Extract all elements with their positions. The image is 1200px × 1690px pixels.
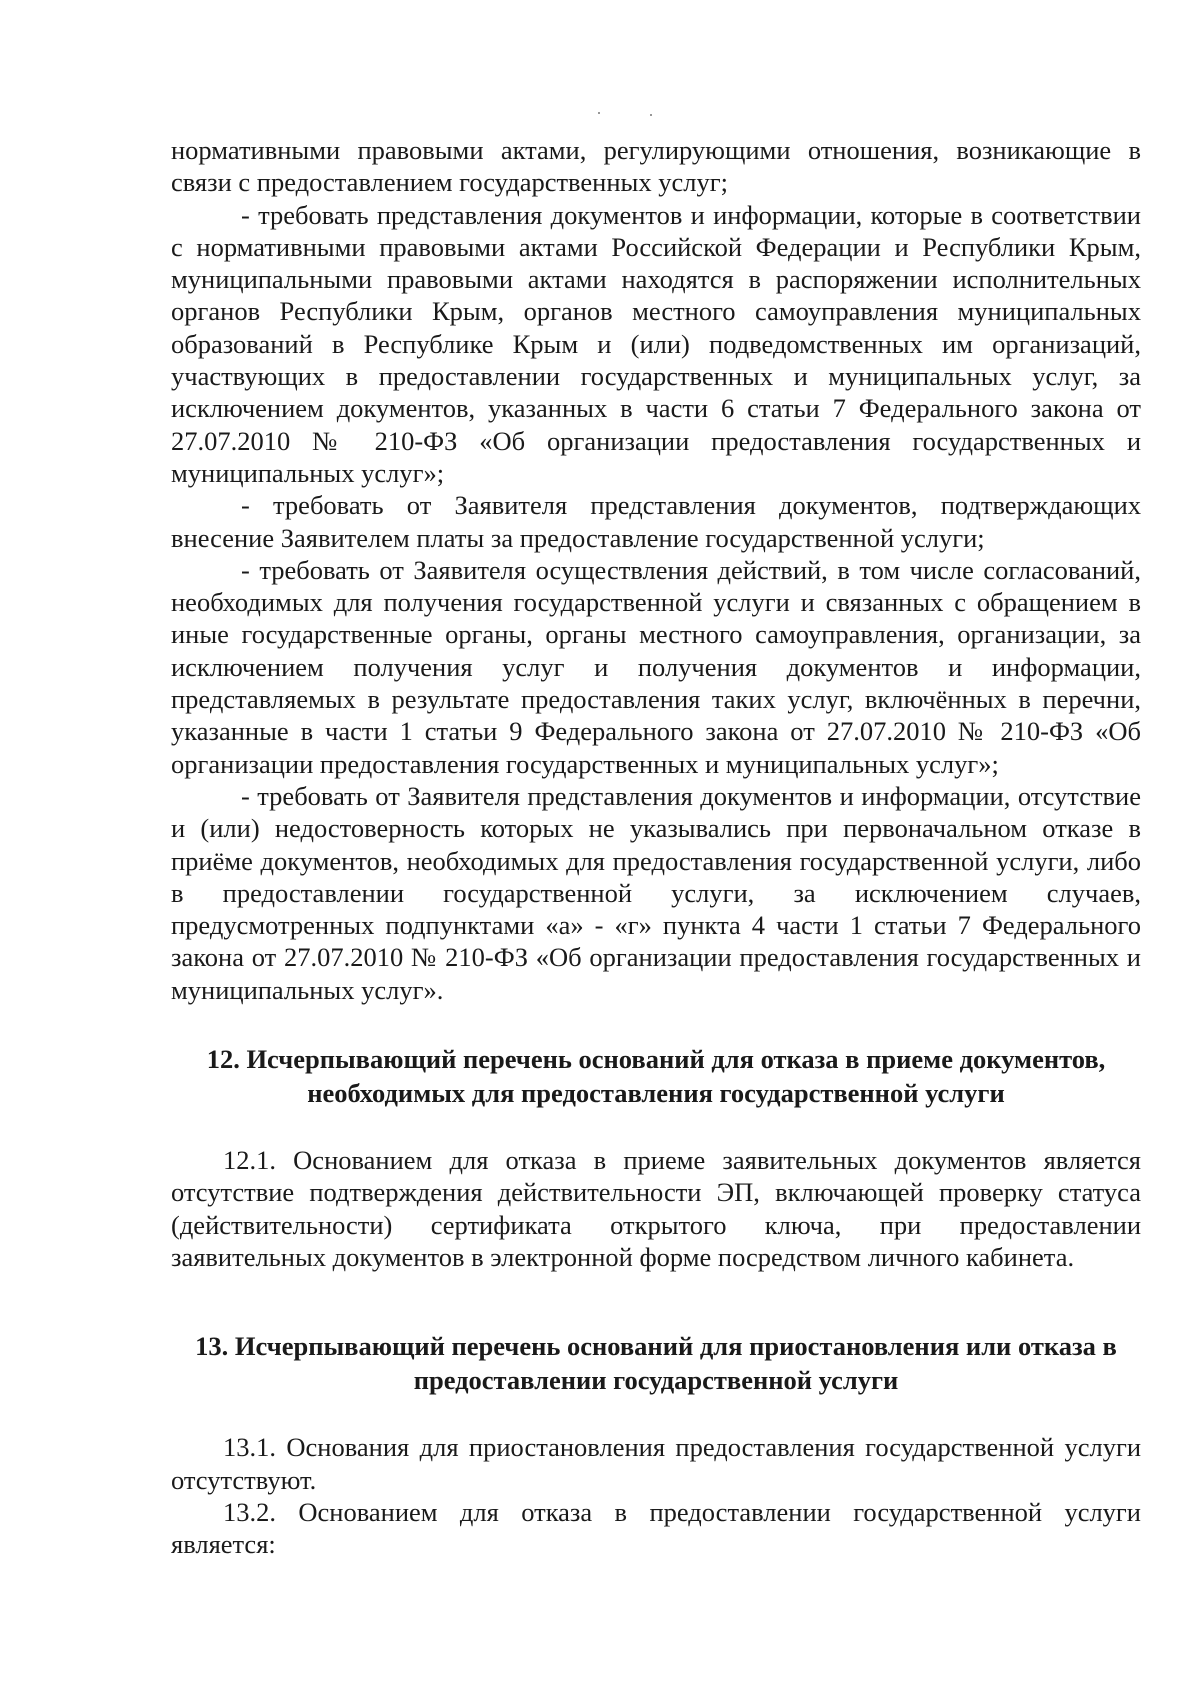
paragraph-list-item: - требовать от Заявителя представления документов, подтверждающих внесение Заявителем платы за предоставление государственной услуги;: [171, 490, 1141, 553]
document-page: [171, 134, 1141, 1560]
section-12-heading: 12. Исчерпывающий перечень оснований для отказа в приеме документов, необходимых для предоставления государственной услуги: [206, 1044, 1106, 1109]
section-13-heading: 13. Исчерпывающий перечень оснований для приостановления или отказа в предоставлении государственной услуги: [195, 1331, 1117, 1396]
paragraph-list-item: - требовать представления документов и информации, которые в соответствии с нормативными правовыми актами Российской Федерации и Республики Крым, муниципальными правовыми актами находятся в распоряжении исполнительных органов Республики Крым, органов местного самоуправления муниципальных образований в Республике Крым и (или) подведомственных им организаций, участвующих в предоставлении государственных и муниципальных услуг, за исключением документов, указанных в части 6 статьи 7 Федерального закона от 27.07.2010 № 210-ФЗ «Об организации предоставления государственных и муниципальных услуг»;: [171, 199, 1141, 488]
scan-speck: [598, 112, 600, 114]
section-12-paragraph-1: 12.1. Основанием для отказа в приеме заявительных документов является отсутствие подтверждения действительности ЭП, включающей проверку статуса (действительности) сертификата открытого ключа, при предоставлении заявительных документов в электронной форме посредством личного кабинета.: [171, 1145, 1141, 1272]
section-13-paragraph-2: 13.2. Основанием для отказа в предоставлении государственной услуги является:: [171, 1496, 1141, 1560]
section-13-paragraph-1: 13.1. Основания для приостановления предоставления государственной услуги отсутствуют.: [171, 1432, 1141, 1495]
paragraph-list-item: - требовать от Заявителя представления документов и информации, отсутствие и (или) недостоверность которых не указывались при первоначальном отказе в приёме документов, необходимых для предоставления государственной услуги, либо в предоставлении государственной услуги, за исключением случаев, предусмотренных подпунктами «а» - «г» пункта 4 части 1 статьи 7 Федерального закона от 27.07.2010 № 210-ФЗ «Об организации предоставления государственных и муниципальных услуг».: [171, 780, 1141, 1005]
scan-speck: [650, 114, 652, 116]
paragraph-continuation: нормативными правовыми актами, регулирующими отношения, возникающие в связи с предоставлением государственных услуг;: [171, 135, 1141, 198]
paragraph-list-item: - требовать от Заявителя осуществления действий, в том числе согласований, необходимых для получения государственной услуги и связанных с обращением в иные государственные органы, органы местного самоуправления, организации, за исключением получения услуг и получения документов и информации, представляемых в результате предоставления таких услуг, включённых в перечни, указанные в части 1 статьи 9 Федерального закона от 27.07.2010 № 210-ФЗ «Об организации предоставления государственных и муниципальных услуг»;: [171, 554, 1141, 779]
